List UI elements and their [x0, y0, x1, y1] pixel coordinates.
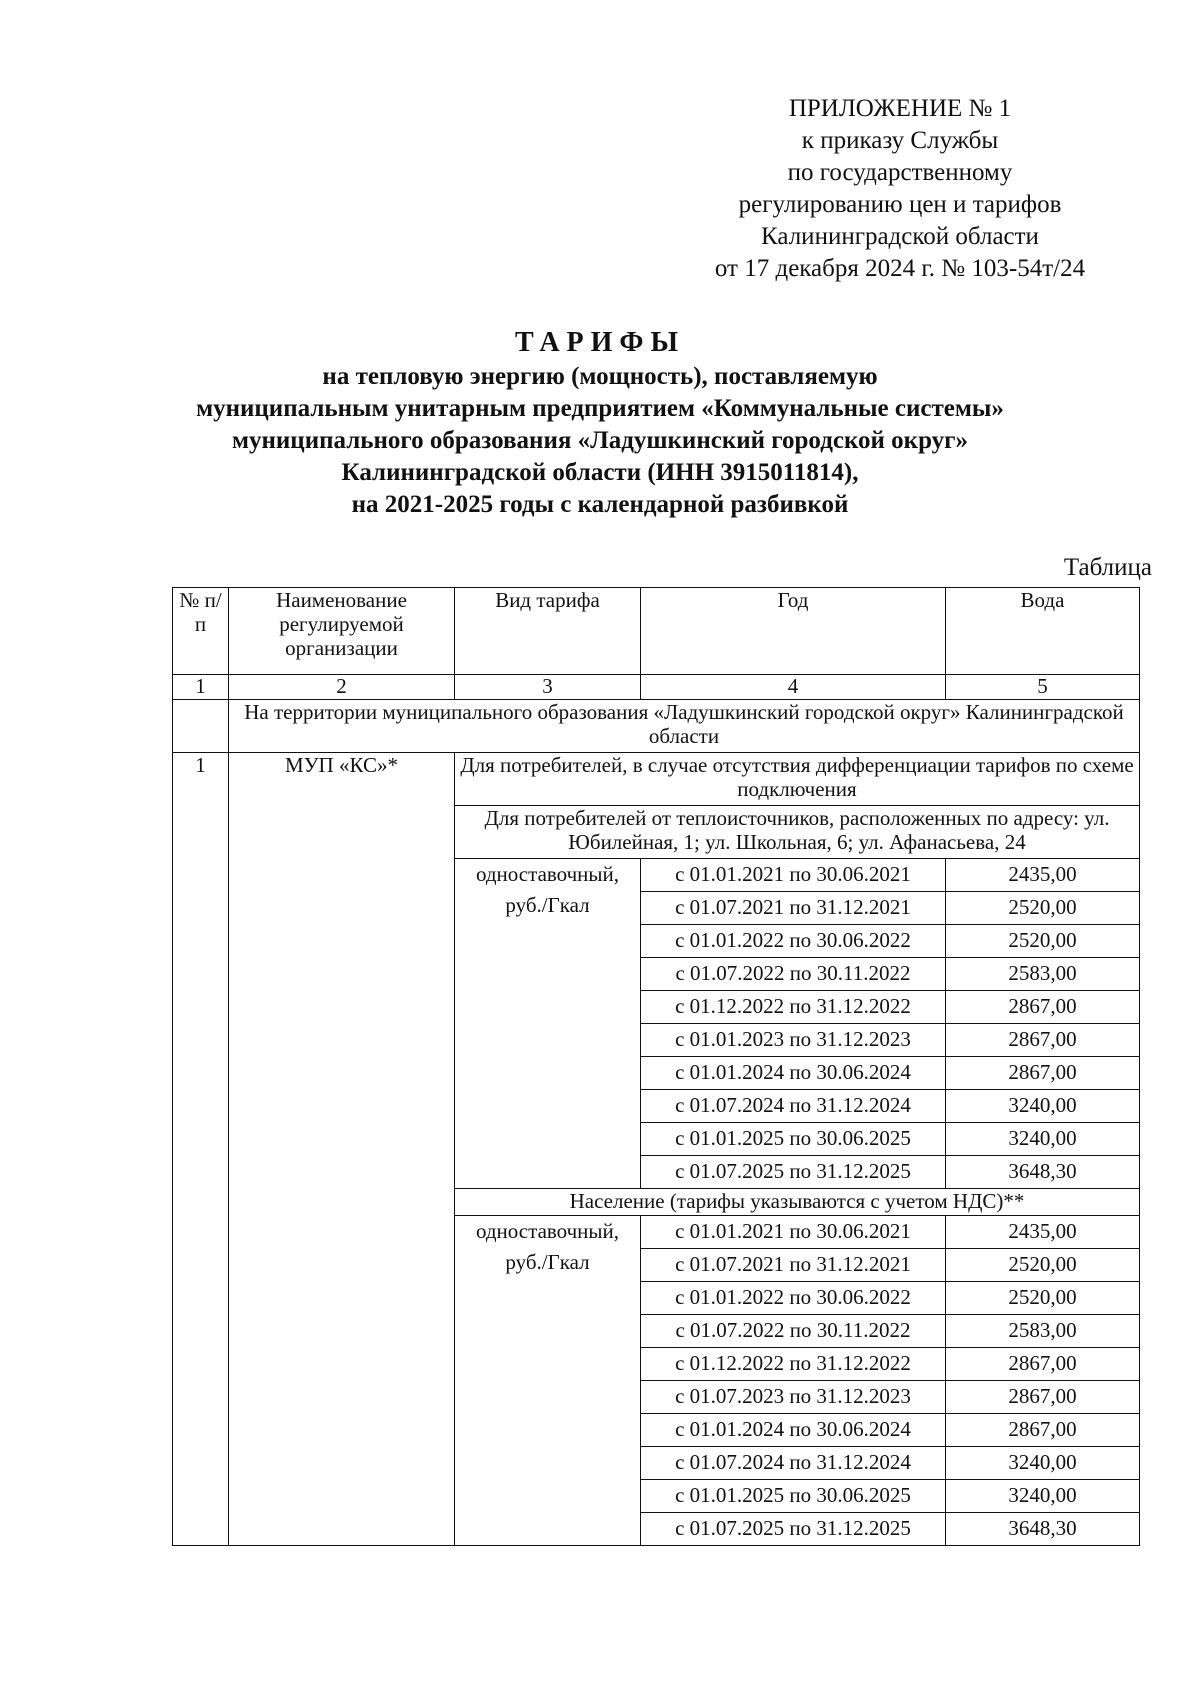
appendix-line: к приказу Службы — [801, 127, 999, 154]
appendix-line: регулированию цен и тарифов — [738, 191, 1062, 218]
period-cell: с 01.07.2022 по 30.11.2022 — [641, 1315, 946, 1348]
tariff-value: 3240,00 — [946, 1123, 1140, 1156]
period-cell: с 01.01.2024 по 30.06.2024 — [641, 1414, 946, 1447]
period-cell: с 01.07.2021 по 31.12.2021 — [641, 1249, 946, 1282]
header-year: Год — [641, 588, 946, 675]
tariff-value: 2867,00 — [946, 1348, 1140, 1381]
period-cell: с 01.07.2022 по 30.11.2022 — [641, 958, 946, 991]
period-cell: с 01.01.2021 по 30.06.2021 — [641, 1216, 946, 1249]
period-cell: с 01.01.2023 по 31.12.2023 — [641, 1024, 946, 1057]
header-num: № п/п — [173, 588, 229, 675]
tariff-value: 2867,00 — [946, 991, 1140, 1024]
period-cell: с 01.01.2022 по 30.06.2022 — [641, 925, 946, 958]
tariff-value: 2867,00 — [946, 1057, 1140, 1090]
period-cell: с 01.07.2024 по 31.12.2024 — [641, 1447, 946, 1480]
tariff-type: одноставочный, руб./Гкал — [455, 1216, 641, 1546]
period-cell: с 01.01.2025 по 30.06.2025 — [641, 1480, 946, 1513]
organization-row — [173, 753, 1140, 806]
tariff-value: 3648,30 — [946, 1156, 1140, 1189]
no-differentiation-label: Для потребителей, в случае отсутствия дифференциации тарифов по схеме подключения — [455, 753, 1140, 806]
column-number: 3 — [455, 675, 641, 700]
tariff-value: 2520,00 — [946, 1282, 1140, 1315]
title-line: на 2021-2025 годы с календарной разбивкой — [351, 491, 849, 518]
period-cell: с 01.12.2022 по 31.12.2022 — [641, 1348, 946, 1381]
period-cell: с 01.07.2025 по 31.12.2025 — [641, 1156, 946, 1189]
column-number: 4 — [641, 675, 946, 700]
appendix-line: по государственному — [787, 159, 1013, 186]
table-caption: Таблица — [1063, 554, 1152, 581]
territory-row — [173, 700, 1140, 753]
tariff-type: одноставочный, руб./Гкал — [455, 859, 641, 1189]
row-number: 1 — [173, 753, 229, 1546]
period-cell: с 01.07.2021 по 31.12.2021 — [641, 892, 946, 925]
tariff-table — [172, 587, 1140, 1546]
appendix-block — [680, 93, 1120, 285]
tariff-value: 3240,00 — [946, 1447, 1140, 1480]
header-type: Вид тарифа — [455, 588, 641, 675]
appendix-line: от 17 декабря 2024 г. № 103-54т/24 — [714, 255, 1086, 282]
period-cell: с 01.01.2022 по 30.06.2022 — [641, 1282, 946, 1315]
header-water: Вода — [946, 588, 1140, 675]
tariff-value: 2867,00 — [946, 1024, 1140, 1057]
period-cell: с 01.12.2022 по 31.12.2022 — [641, 991, 946, 1024]
period-cell: с 01.07.2024 по 31.12.2024 — [641, 1090, 946, 1123]
section-1-title: Для потребителей от теплоисточников, расположенных по адресу: ул. Юбилейная, 1; ул. Школьная, 6; ул. Афанасьева, 24 — [455, 806, 1140, 859]
column-number: 2 — [229, 675, 455, 700]
tariff-value: 3240,00 — [946, 1480, 1140, 1513]
period-cell: с 01.01.2024 по 30.06.2024 — [641, 1057, 946, 1090]
header-row — [173, 588, 1140, 675]
title-line: муниципального образования «Ладушкинский городской округ» — [231, 427, 969, 454]
tariff-value: 2867,00 — [946, 1414, 1140, 1447]
main-title: ТАРИФЫ — [515, 327, 685, 358]
period-cell: с 01.01.2021 по 30.06.2021 — [641, 859, 946, 892]
tariff-value: 2583,00 — [946, 958, 1140, 991]
column-number-row — [173, 675, 1140, 700]
title-line: муниципальным унитарным предприятием «Коммунальные системы» — [196, 395, 1004, 422]
tariff-value: 2583,00 — [946, 1315, 1140, 1348]
tariff-value: 2520,00 — [946, 892, 1140, 925]
title-line: Калининградской области (ИНН 3915011814), — [341, 459, 859, 486]
tariff-value: 2520,00 — [946, 1249, 1140, 1282]
tariff-value: 3648,30 — [946, 1513, 1140, 1546]
period-cell: с 01.07.2025 по 31.12.2025 — [641, 1513, 946, 1546]
tariff-value: 2435,00 — [946, 859, 1140, 892]
title-line: на тепловую энергию (мощность), поставляемую — [322, 363, 878, 390]
header-org: Наименование регулируемой организации — [229, 588, 455, 675]
period-cell: с 01.07.2023 по 31.12.2023 — [641, 1381, 946, 1414]
organization-name: МУП «КС»* — [229, 753, 455, 1546]
tariff-value: 2520,00 — [946, 925, 1140, 958]
column-number: 1 — [173, 675, 229, 700]
column-number: 5 — [946, 675, 1140, 700]
territory-label: На территории муниципального образования «Ладушкинский городской округ» Калининградской области — [229, 700, 1140, 753]
section-2-title: Население (тарифы указываются с учетом НДС)** — [455, 1189, 1140, 1216]
appendix-line: Калининградской области — [761, 223, 1039, 250]
period-cell: с 01.01.2025 по 30.06.2025 — [641, 1123, 946, 1156]
tariff-value: 2867,00 — [946, 1381, 1140, 1414]
appendix-line: ПРИЛОЖЕНИЕ № 1 — [788, 95, 1012, 122]
document-title — [100, 327, 1100, 521]
tariff-value: 2435,00 — [946, 1216, 1140, 1249]
tariff-value: 3240,00 — [946, 1090, 1140, 1123]
